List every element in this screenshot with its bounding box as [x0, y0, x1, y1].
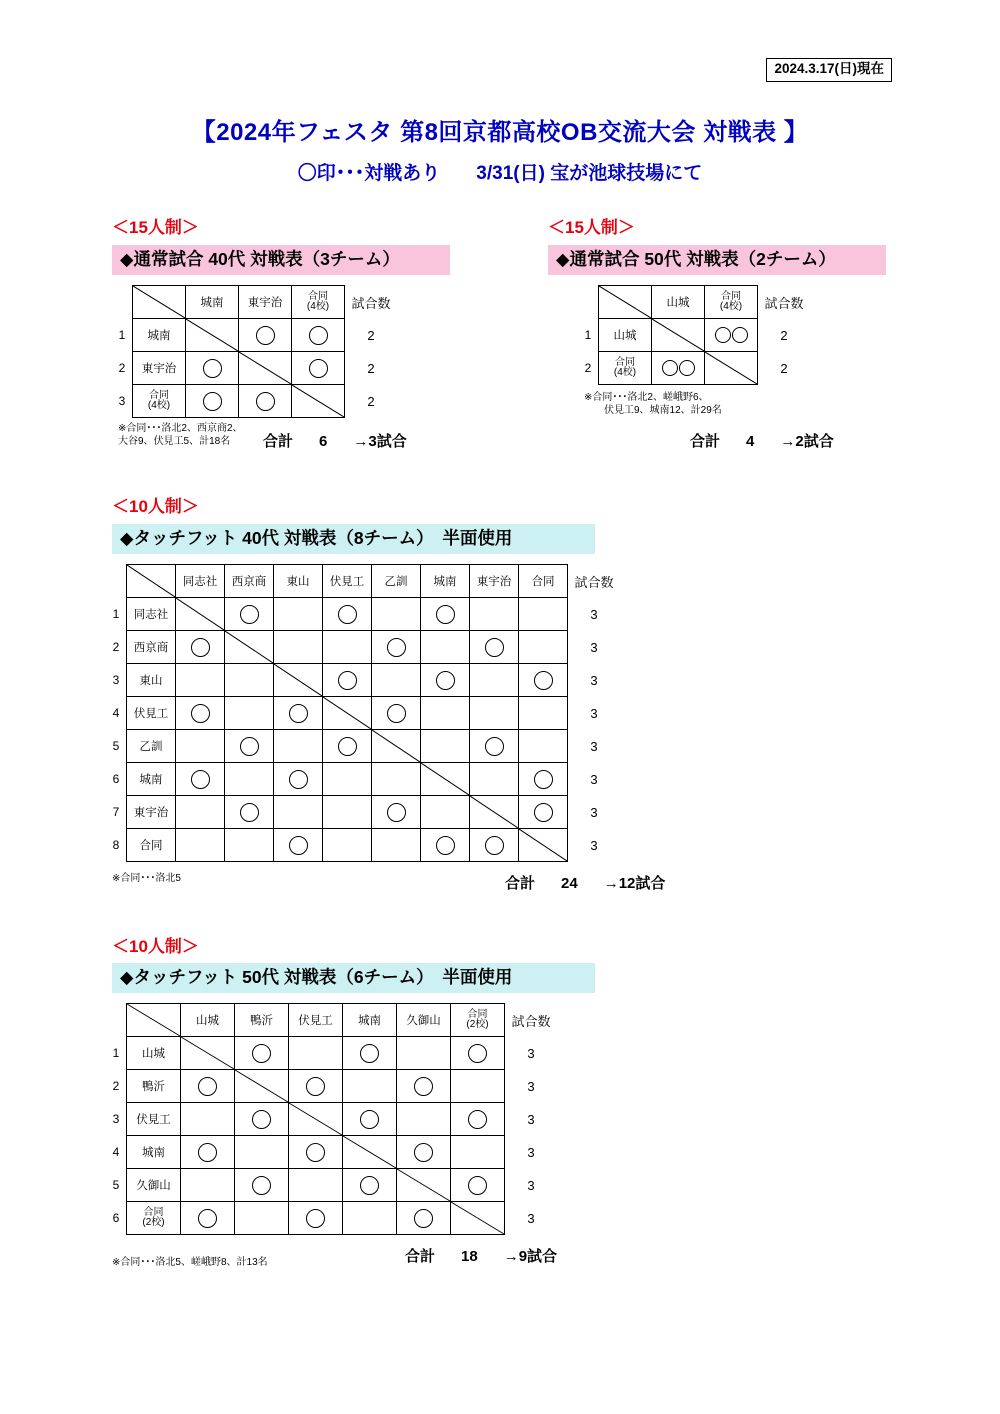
cell-empty — [235, 1136, 289, 1169]
total-label: 合計 — [690, 433, 721, 450]
col-header-7: 合同 — [519, 565, 568, 598]
cell-match — [343, 1169, 397, 1202]
corner-spacer — [106, 565, 127, 598]
row-number: 2 — [584, 361, 592, 375]
col-header-2: 東山 — [274, 565, 323, 598]
cell-empty — [519, 598, 568, 631]
cell-self — [652, 319, 705, 352]
cell-match — [289, 1202, 343, 1235]
section-total-1 — [690, 430, 834, 451]
cell-empty — [274, 730, 323, 763]
row-team-name: 東山 — [127, 664, 176, 697]
total-matches: →9試合 — [503, 1248, 558, 1265]
section-label-0: ＜15人制＞ — [112, 218, 199, 237]
cell-match — [470, 631, 519, 664]
row-count: 3 — [527, 1078, 535, 1094]
section-label-2: ＜10人制＞ — [112, 497, 199, 516]
cell-match — [176, 697, 225, 730]
total-matches: →2試合 — [780, 433, 834, 450]
row-count: 2 — [780, 360, 788, 376]
section-total-3 — [405, 1245, 557, 1266]
cell-self — [705, 352, 758, 385]
cell-empty — [519, 697, 568, 730]
section-heading-1: ◆通常試合 50代 対戦表（2チーム） — [548, 245, 886, 275]
cell-self — [176, 598, 225, 631]
row-count: 3 — [527, 1045, 535, 1061]
diagonal-corner-cell — [133, 286, 186, 319]
cell-empty — [470, 697, 519, 730]
cell-match — [274, 829, 323, 862]
table-row — [106, 598, 620, 631]
table-row — [106, 697, 620, 730]
table-row — [106, 829, 620, 862]
cell-match — [519, 664, 568, 697]
row-team-name: 同志社 — [127, 598, 176, 631]
row-team-name: 合同 (4校) — [133, 385, 186, 418]
table-row — [106, 796, 620, 829]
cell-match — [397, 1202, 451, 1235]
cell-match — [372, 697, 421, 730]
cell-empty — [274, 631, 323, 664]
cell-match — [343, 1103, 397, 1136]
col-header-3: 城南 — [343, 1004, 397, 1037]
section-label-3: ＜10人制＞ — [112, 937, 199, 956]
section-heading-0: ◆通常試合 40代 対戦表（3チーム） — [112, 245, 450, 275]
row-count: 3 — [527, 1177, 535, 1193]
date-stamp: 2024.3.17(日)現在 — [766, 58, 892, 82]
cell-empty — [421, 631, 470, 664]
table-row — [106, 763, 620, 796]
row-number: 8 — [112, 838, 120, 852]
row-count: 2 — [780, 327, 788, 343]
row-team-name: 伏見工 — [127, 697, 176, 730]
cell-self — [292, 385, 345, 418]
cell-self — [274, 664, 323, 697]
cell-match — [235, 1037, 289, 1070]
cell-match — [235, 1103, 289, 1136]
cell-match — [397, 1136, 451, 1169]
subtitle-legend: 〇印･･･対戦あり — [297, 163, 441, 184]
cell-match — [705, 319, 758, 352]
cell-match — [289, 1070, 343, 1103]
cell-match — [470, 829, 519, 862]
table-row — [578, 352, 810, 385]
cell-empty — [421, 796, 470, 829]
cell-match — [323, 664, 372, 697]
row-team-name: 城南 — [127, 763, 176, 796]
cell-empty — [289, 1037, 343, 1070]
cell-empty — [176, 664, 225, 697]
row-number: 6 — [112, 772, 120, 786]
cell-match — [181, 1070, 235, 1103]
cell-match — [225, 598, 274, 631]
cell-match — [323, 730, 372, 763]
row-number: 1 — [584, 328, 592, 342]
table-header-row — [106, 1004, 557, 1037]
row-count: 3 — [590, 606, 598, 622]
cell-match — [470, 730, 519, 763]
row-count: 3 — [590, 837, 598, 853]
row-number: 2 — [118, 361, 126, 375]
total-value: 6 — [319, 433, 328, 450]
col-header-count: 試合数 — [351, 295, 391, 311]
section-note-3: ※合同･･･洛北5、嵯峨野8、計13名 — [112, 1257, 268, 1268]
cell-match — [181, 1202, 235, 1235]
cell-self — [397, 1169, 451, 1202]
row-count: 2 — [367, 393, 375, 409]
row-count: 2 — [367, 360, 375, 376]
total-label: 合計 — [263, 433, 294, 450]
cell-match — [274, 697, 323, 730]
col-header-count: 試合数 — [574, 574, 614, 590]
cell-empty — [323, 796, 372, 829]
cell-empty — [421, 697, 470, 730]
cell-empty — [519, 631, 568, 664]
col-header-count: 試合数 — [511, 1013, 551, 1029]
cell-match — [372, 631, 421, 664]
cell-match — [225, 796, 274, 829]
cell-empty — [274, 598, 323, 631]
table-row — [112, 385, 397, 418]
row-number: 5 — [112, 739, 120, 753]
row-number: 2 — [112, 1079, 120, 1093]
table-row — [106, 730, 620, 763]
total-matches: →3試合 — [353, 433, 407, 450]
row-team-name: 東宇治 — [127, 796, 176, 829]
total-value: 24 — [561, 875, 578, 892]
col-header-3: 伏見工 — [323, 565, 372, 598]
cell-empty — [343, 1202, 397, 1235]
row-team-name: 合同 — [127, 829, 176, 862]
cell-self — [235, 1070, 289, 1103]
table-header-row — [112, 286, 397, 319]
col-header-5: 合同 (2校) — [451, 1004, 505, 1037]
table-row — [106, 1103, 557, 1136]
cell-empty — [176, 796, 225, 829]
cell-match — [186, 352, 239, 385]
diagonal-corner-cell — [127, 565, 176, 598]
cell-empty — [323, 829, 372, 862]
section-heading-3: ◆タッチフット 50代 対戦表（6チーム） 半面使用 — [112, 963, 595, 993]
row-number: 7 — [112, 805, 120, 819]
corner-spacer — [578, 286, 599, 319]
cell-empty — [343, 1070, 397, 1103]
col-header-0: 城南 — [186, 286, 239, 319]
row-team-name: 山城 — [127, 1037, 181, 1070]
total-label: 合計 — [405, 1248, 436, 1265]
cell-self — [289, 1103, 343, 1136]
col-header-2: 合同 (4校) — [292, 286, 345, 319]
page-title: 【2024年フェスタ 第8回京都高校OB交流大会 対戦表 】 — [191, 119, 809, 146]
cell-self — [343, 1136, 397, 1169]
section-total-0 — [263, 430, 407, 451]
table-row — [106, 1136, 557, 1169]
cell-match — [289, 1136, 343, 1169]
row-team-name: 合同 (2校) — [127, 1202, 181, 1235]
total-value: 18 — [461, 1248, 478, 1265]
total-value: 4 — [746, 433, 755, 450]
row-number: 4 — [112, 706, 120, 720]
row-count: 3 — [590, 639, 598, 655]
cell-match — [176, 631, 225, 664]
match-table-15-40 — [112, 285, 397, 418]
col-header-2: 伏見工 — [289, 1004, 343, 1037]
cell-match — [343, 1037, 397, 1070]
cell-empty — [235, 1202, 289, 1235]
table-row — [578, 319, 810, 352]
table-row — [106, 1037, 557, 1070]
cell-self — [186, 319, 239, 352]
col-header-1: 合同 (4校) — [705, 286, 758, 319]
row-count: 2 — [367, 327, 375, 343]
page-subtitle — [0, 158, 1000, 185]
row-count: 3 — [590, 804, 598, 820]
cell-match — [451, 1103, 505, 1136]
row-team-name: 西京商 — [127, 631, 176, 664]
row-number: 3 — [112, 673, 120, 687]
row-count: 3 — [590, 672, 598, 688]
corner-spacer — [106, 1004, 127, 1037]
row-number: 3 — [118, 394, 126, 408]
cell-empty — [181, 1169, 235, 1202]
table-row — [106, 1070, 557, 1103]
row-team-name: 山城 — [599, 319, 652, 352]
row-number: 5 — [112, 1178, 120, 1192]
cell-match — [372, 796, 421, 829]
row-count: 3 — [527, 1111, 535, 1127]
row-number: 1 — [112, 1046, 120, 1060]
cell-match — [323, 598, 372, 631]
section-label-1: ＜15人制＞ — [548, 218, 635, 237]
cell-match — [451, 1037, 505, 1070]
cell-empty — [519, 730, 568, 763]
cell-empty — [176, 730, 225, 763]
cell-self — [470, 796, 519, 829]
corner-spacer — [112, 286, 133, 319]
row-team-name: 伏見工 — [127, 1103, 181, 1136]
cell-empty — [397, 1037, 451, 1070]
row-team-name: 東宇治 — [133, 352, 186, 385]
cell-empty — [323, 763, 372, 796]
cell-match — [176, 763, 225, 796]
col-header-1: 鴨沂 — [235, 1004, 289, 1037]
cell-match — [421, 829, 470, 862]
row-team-name: 城南 — [127, 1136, 181, 1169]
row-count: 3 — [590, 771, 598, 787]
cell-match — [421, 664, 470, 697]
table-header-row — [106, 565, 620, 598]
cell-self — [519, 829, 568, 862]
cell-match — [225, 730, 274, 763]
cell-self — [225, 631, 274, 664]
match-table-10-50 — [106, 1003, 557, 1235]
cell-empty — [470, 598, 519, 631]
total-label: 合計 — [505, 875, 536, 892]
cell-empty — [397, 1103, 451, 1136]
row-number: 3 — [112, 1112, 120, 1126]
cell-self — [451, 1202, 505, 1235]
cell-self — [421, 763, 470, 796]
cell-empty — [372, 829, 421, 862]
col-header-0: 同志社 — [176, 565, 225, 598]
cell-empty — [470, 664, 519, 697]
total-matches: →12試合 — [603, 875, 666, 892]
section-note-1: ※合同･･･洛北2、嵯峨野6、 伏見工9、城南12、計29名 — [584, 392, 722, 416]
col-header-6: 東宇治 — [470, 565, 519, 598]
cell-match — [239, 319, 292, 352]
col-header-1: 西京商 — [225, 565, 274, 598]
cell-empty — [225, 697, 274, 730]
row-number: 1 — [112, 607, 120, 621]
section-heading-2: ◆タッチフット 40代 対戦表（8チーム） 半面使用 — [112, 524, 595, 554]
cell-empty — [323, 631, 372, 664]
cell-match — [181, 1136, 235, 1169]
col-header-count: 試合数 — [764, 295, 804, 311]
cell-self — [372, 730, 421, 763]
section-note-2: ※合同･･･洛北5 — [112, 873, 181, 884]
col-header-0: 山城 — [181, 1004, 235, 1037]
cell-match — [235, 1169, 289, 1202]
cell-empty — [225, 829, 274, 862]
row-count: 3 — [590, 705, 598, 721]
cell-match — [652, 352, 705, 385]
col-header-4: 乙訓 — [372, 565, 421, 598]
subtitle-venue: 3/31(日) 宝が池球技場にて — [476, 163, 703, 184]
cell-match — [519, 796, 568, 829]
table-row — [112, 319, 397, 352]
row-number: 2 — [112, 640, 120, 654]
cell-empty — [372, 763, 421, 796]
col-header-0: 山城 — [652, 286, 705, 319]
cell-match — [239, 385, 292, 418]
cell-empty — [274, 796, 323, 829]
diagonal-corner-cell — [599, 286, 652, 319]
cell-match — [186, 385, 239, 418]
cell-empty — [451, 1070, 505, 1103]
cell-empty — [225, 763, 274, 796]
section-total-2 — [505, 872, 665, 893]
col-header-5: 城南 — [421, 565, 470, 598]
cell-match — [292, 319, 345, 352]
cell-empty — [181, 1103, 235, 1136]
diagonal-corner-cell — [127, 1004, 181, 1037]
cell-empty — [225, 664, 274, 697]
cell-empty — [289, 1169, 343, 1202]
cell-match — [519, 763, 568, 796]
table-header-row — [578, 286, 810, 319]
cell-match — [451, 1169, 505, 1202]
table-row — [112, 352, 397, 385]
cell-empty — [421, 730, 470, 763]
match-table-15-50 — [578, 285, 810, 385]
col-header-1: 東宇治 — [239, 286, 292, 319]
cell-empty — [176, 829, 225, 862]
match-table-10-40 — [106, 564, 620, 862]
row-count: 3 — [590, 738, 598, 754]
section-note-0: ※合同･･･洛北2、西京商2、 大谷9、伏見工5、計18名 — [118, 423, 243, 447]
cell-match — [274, 763, 323, 796]
row-team-name: 久御山 — [127, 1169, 181, 1202]
row-number: 6 — [112, 1211, 120, 1225]
table-row — [106, 631, 620, 664]
row-team-name: 乙訓 — [127, 730, 176, 763]
cell-empty — [372, 664, 421, 697]
row-team-name: 合同 (4校) — [599, 352, 652, 385]
row-count: 3 — [527, 1144, 535, 1160]
row-number: 4 — [112, 1145, 120, 1159]
row-team-name: 城南 — [133, 319, 186, 352]
cell-self — [181, 1037, 235, 1070]
cell-match — [292, 352, 345, 385]
cell-match — [397, 1070, 451, 1103]
cell-match — [421, 598, 470, 631]
table-row — [106, 1202, 557, 1235]
cell-empty — [372, 598, 421, 631]
cell-self — [323, 697, 372, 730]
row-count: 3 — [527, 1210, 535, 1226]
cell-empty — [451, 1136, 505, 1169]
cell-self — [239, 352, 292, 385]
table-row — [106, 664, 620, 697]
cell-empty — [470, 763, 519, 796]
col-header-4: 久御山 — [397, 1004, 451, 1037]
row-number: 1 — [118, 328, 126, 342]
table-row — [106, 1169, 557, 1202]
row-team-name: 鴨沂 — [127, 1070, 181, 1103]
